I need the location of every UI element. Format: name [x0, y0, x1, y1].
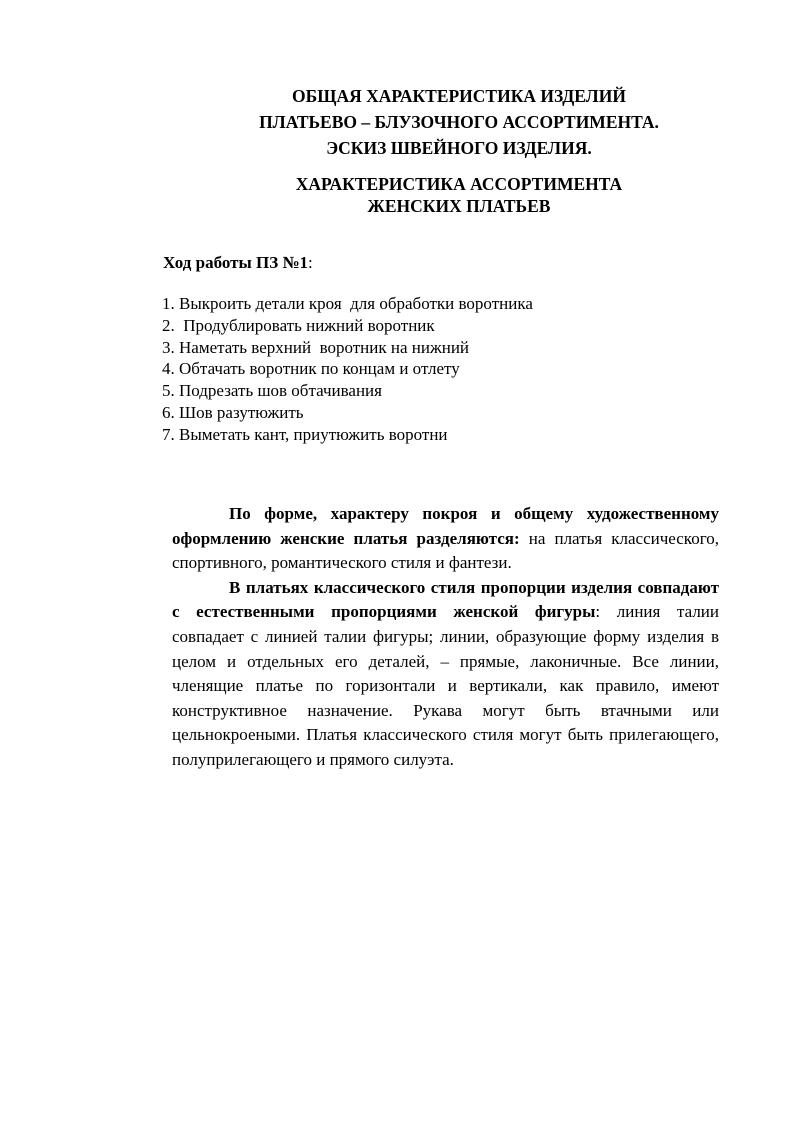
work-steps-list [162, 293, 533, 446]
work-step: 3. Наметать верхний воротник на нижний [162, 337, 470, 357]
document-subtitle [160, 173, 758, 217]
work-step: 5. Подрезать шов обтачивания [162, 381, 382, 401]
subtitle-line: ЖЕНСКИХ ПЛАТЬЕВ [367, 196, 551, 216]
work-heading-suffix: : [308, 253, 313, 272]
title-line: ПЛАТЬЕВО – БЛУЗОЧНОГО АССОРТИМЕНТА. [259, 112, 659, 132]
paragraph-text: на платья классического, спортивного, романтического стиля и фантези. [172, 528, 719, 573]
paragraph-classification [172, 502, 719, 576]
work-step: 7. Выметать кант, приутюжить воротни [162, 424, 448, 444]
paragraph-text: : линия талии совпадает с линией талии фигуры; линии, образующие форму изделия в целом и отдельных его деталей, – прямые, лаконичные. Все линии, членящие платье по горизонтали и вертикали, как правило, имеют конструктивное назначение. Рукава могут быть втачными или цельнокроеными. Платья классического стиля могут быть прилегающего, полуприлегающего и прямого силуэта. [172, 602, 719, 769]
body-text [172, 502, 719, 773]
title-line: ЭСКИЗ ШВЕЙНОГО ИЗДЕЛИЯ. [326, 138, 592, 158]
subtitle-line: ХАРАКТЕРИСТИКА АССОРТИМЕНТА [295, 174, 623, 194]
paragraph-classic-style [172, 576, 719, 773]
work-heading-label: Ход работы ПЗ №1 [163, 253, 309, 272]
paragraph-lead: В платьях классического стиля пропорции изделия совпадают с естественными пропорциями женской фигуры [172, 577, 719, 622]
paragraph-lead: По форме, характеру покроя и общему художественному оформлению женские платья разделяются: [172, 504, 719, 548]
work-step: 6. Шов разутюжить [162, 402, 304, 422]
document-title [160, 83, 758, 161]
work-step: 2. Продублировать нижний воротник [162, 315, 435, 335]
work-step: 1. Выкроить детали кроя для обработки воротника [162, 294, 533, 313]
work-step: 4. Обтачать воротник по концам и отлету [162, 359, 460, 379]
work-heading [163, 252, 313, 274]
title-line: ОБЩАЯ ХАРАКТЕРИСТИКА ИЗДЕЛИЙ [292, 86, 626, 106]
